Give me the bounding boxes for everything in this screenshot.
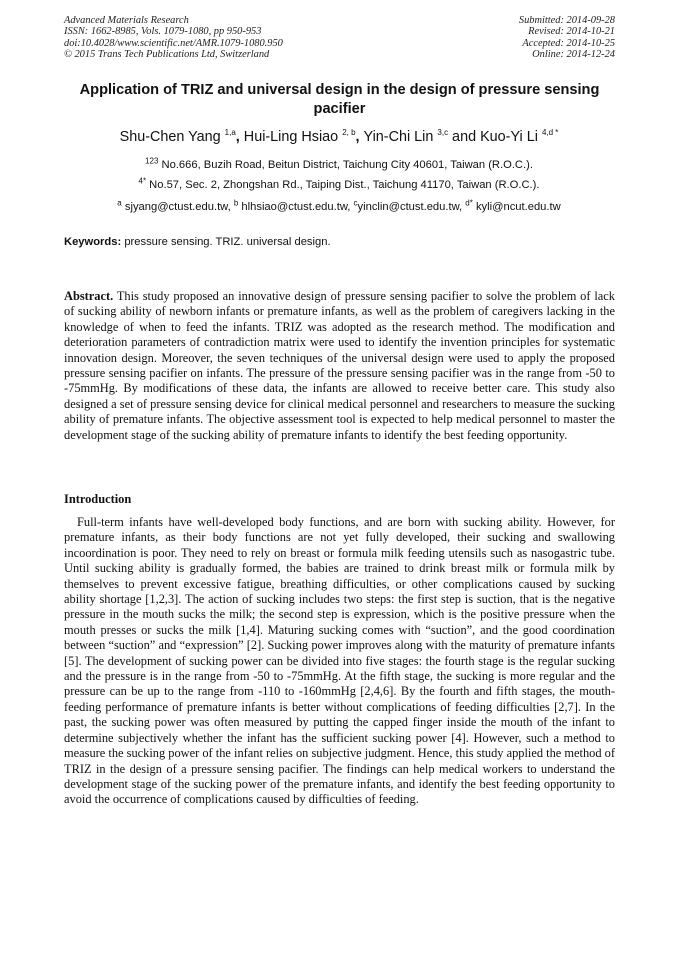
author-name: Yin-Chi Lin (363, 129, 434, 145)
online-date: Online: 2014-12-24 (532, 48, 615, 60)
issn-line: ISSN: 1662-8985, Vols. 1079-1080, pp 950-953 (64, 26, 262, 38)
submission-dates (519, 15, 615, 60)
author-sep: , (235, 129, 244, 145)
author-list (40, 128, 638, 146)
revised-date: Revised: 2014-10-21 (528, 26, 615, 38)
keywords-text: pressure sensing. TRIZ. universal design. (124, 236, 331, 248)
submitted-date: Submitted: 2014-09-28 (518, 15, 615, 26)
accepted-date: Accepted: 2014-10-25 (522, 37, 615, 49)
author-sep: and (448, 129, 481, 145)
affiliation-sup: 4* (138, 176, 147, 186)
author-sep: , (355, 129, 364, 145)
copyright-line: © 2015 Trans Tech Publications Ltd, Switzerland (64, 48, 270, 60)
affiliation-sup: 123 (145, 156, 159, 166)
abstract-text: This study proposed an innovative design of pressure sensing pacifier to solve the problem of lack of sucking ability of newborn infants or premature infants, as well as the problem of caregivers lacking in the knowledge of when to feed the infants. TRIZ was adopted as the research method. The modification and deterioration parameters of contradiction matrix were used to identify the invention principles for systematic innovation design. Moreover, the seven techniques of the universal design were used to apply the proposed pressure sensing pacifier on infants. The pressure of the pressure sensing pacifier was in the range from -50 to -75mmHg. By modifications of these data, the infants are allowed to receive better care. This study also designed a set of pressure sensing device for clinical medical personnel and researchers to measure the sucking ability of premature infants. The objective assessment tool is expected to help medical personnel to master the development stage of the sucking ability of premature infants to identify the best feeding opportunity. (64, 289, 615, 442)
author-sup: 3,c (437, 128, 449, 138)
email-link[interactable]: kyli@ncut.edu.tw (475, 201, 561, 213)
affiliation-text: No.666, Buzih Road, Beitun District, Taichung City 40601, Taiwan (R.O.C.). (161, 159, 533, 171)
author-name: Shu-Chen Yang (119, 129, 221, 145)
email-sup: b (233, 198, 239, 208)
author-sup: 4,d * (541, 128, 559, 138)
affiliation-1 (40, 158, 638, 172)
email-sup: c (353, 198, 358, 208)
paper-title: Application of TRIZ and universal design in the design of pressure sensing pacifier (79, 82, 600, 117)
abstract-paragraph (64, 289, 615, 443)
email-link[interactable]: hlhsiao@ctust.edu.tw, (241, 201, 351, 213)
author-sup: 2, b (342, 128, 356, 138)
author-sup: 1,a (224, 128, 236, 138)
email-sup: d* (465, 198, 473, 208)
affiliation-text: No.57, Sec. 2, Zhongshan Rd., Taiping Dist., Taichung 41170, Taiwan (R.O.C.). (149, 179, 540, 191)
email-sup: a (117, 198, 122, 208)
email-link[interactable]: sjyang@ctust.edu.tw, (124, 201, 231, 213)
email-list (40, 200, 638, 214)
introduction-paragraph: Full-term infants have well-developed body functions, and are born with sucking ability. However, for premature infants, as their body functions are not yet fully developed, their sucking and swallowing incoordination is poor. They need to rely on breast or formula milk feeding utensils such as nasogastric tube. Until sucking ability is gradually formed, the babies are trained to drink breast milk or formula milk by themselves to prevent excessive fatigue, breathing difficulties, or other complications caused by sucking ability shortage [1,2,3]. The action of sucking includes two steps: the first step is suction, that is the negative pressure in the mouth sucks the milk; the second step is expression, which is the positive pressure when the mouth presses or sucks the milk [1,4]. Maturing sucking comes with “suction”, and the good coordination between “suction” and “expression” [2]. Sucking power improves along with the maturity of premature infants [5]. The development of sucking power can be divided into five stages: the fourth stage is the regular sucking and the pressure is in the range from -50 to -75mmHg. At the fifth stage, the sucking is more regular and the pressure can be up to the range from -110 to -160mmHg [2,4,6]. By the fourth and fifth stages, the mouth-feeding performance of premature infants is better without complications of feeding difficulties [2,7]. In the past, the sucking power was often measured by putting the capped finger inside the mouth of the infant to determine subjectively whether the infant has the sufficient sucking power [4]. However, such a method to measure the sucking power of the infant relies on subjective judgment. Hence, this study applied the method of TRIZ in the design of a pressure sensing pacifier. The findings can help medical workers to understand the development stage of the sucking power of the premature infants, and identify the best feeding opportunity to avoid the occurrence of complications caused by difficulties of feeding. (64, 515, 615, 807)
author-name: Hui-Ling Hsiao (243, 129, 339, 145)
abstract-label: Abstract. (64, 289, 114, 303)
journal-info (64, 15, 283, 60)
affiliation-2 (40, 178, 638, 192)
keywords-label: Keywords: (64, 236, 122, 248)
journal-name: Advanced Materials Research (64, 15, 189, 26)
doi-line: doi:10.4028/www.scientific.net/AMR.1079-1080.950 (64, 37, 283, 49)
section-heading-introduction: Introduction (64, 492, 132, 506)
keywords-line (64, 236, 331, 248)
email-link[interactable]: yinclin@ctust.edu.tw, (357, 201, 463, 213)
author-name: Kuo-Yi Li (480, 129, 538, 145)
